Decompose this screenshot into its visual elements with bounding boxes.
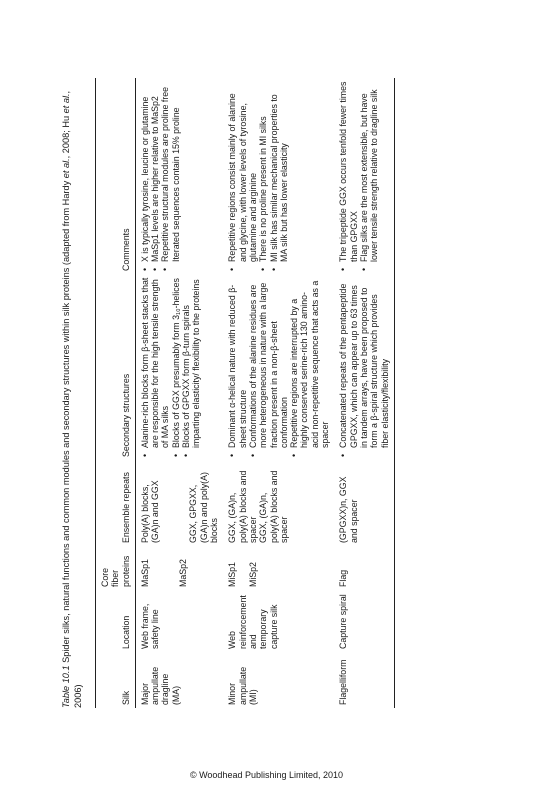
list-item: • MI silk has similar mechanical properties to MA silk but has lower elasticity bbox=[269, 81, 290, 271]
repeat-text: Poly(A) blocks, (GA)n and GGX bbox=[139, 480, 161, 543]
caption-text: Spider silks, natural functions and common modules and secondary structures within silk proteins (adapted from Hardy bbox=[61, 180, 71, 666]
col-header-repeats: Ensemble repeats bbox=[96, 460, 136, 546]
caption-etal-2: et al. bbox=[61, 93, 71, 114]
list-item: • Repetitive regions are interrupted by a highly conserved serine-rich 130 amino-acid non-repetitive sequence that acts as a spacer bbox=[289, 277, 330, 457]
table-row bbox=[135, 78, 223, 708]
col-header-location: Location bbox=[96, 590, 136, 652]
silk-table bbox=[95, 78, 395, 708]
list-item: • There is no proline present in MI silks bbox=[258, 81, 268, 271]
col-header-comments: Comments bbox=[96, 78, 136, 274]
cell-repeats bbox=[135, 460, 223, 546]
cell-comments bbox=[334, 78, 394, 274]
list-item: • Flag silks are the most extensible, but have lower tensile strength relative to dragline silk bbox=[359, 81, 380, 271]
list-item: • Repetitive regions consist mainly of alanine and glycine, with lower levels of tyrosine, glutamine and arginine bbox=[227, 81, 258, 271]
caption-text-end: , 2006) bbox=[61, 90, 83, 708]
list-item: • X is typically tyrosine, leucine or glutamine bbox=[140, 81, 150, 271]
table-row bbox=[334, 78, 394, 708]
cell-secondary bbox=[334, 274, 394, 460]
col-header-secondary: Secondary structures bbox=[96, 274, 136, 460]
cell-location: Capture spiral bbox=[334, 590, 394, 652]
cell-secondary bbox=[223, 274, 334, 460]
list-item: • Conformations of the alanine residues are more heterogeneous in nature with a large fraction present in a non-β-sheet conformation bbox=[248, 277, 289, 457]
list-item: • Repetitive structural modules are proline free Iterated sequences contain 15% proline bbox=[160, 81, 181, 271]
list-item: • Blocks of GGX presumably form 3₁₀-helices bbox=[171, 277, 181, 457]
cell-comments bbox=[135, 78, 223, 274]
cell-location: Web reinforcement and temporary capture silk bbox=[227, 595, 279, 649]
list-item: • MaSp1 levels are higher relative to MaSp2 bbox=[150, 81, 160, 271]
col-header-proteins: Core fiber proteins bbox=[96, 546, 136, 590]
cell-proteins bbox=[334, 546, 394, 590]
cell-silk: Flagelliform bbox=[334, 652, 394, 708]
cell-repeats bbox=[223, 460, 334, 546]
list-item: • The tripeptide GGX occurs tenfold fewer times than GPGXX bbox=[338, 81, 359, 271]
cell-location: Web frame, safety line bbox=[139, 603, 161, 649]
cell-silk: Major ampullate dragline (MA) bbox=[139, 666, 181, 705]
cell-proteins bbox=[135, 546, 223, 590]
protein-name: MiSp2 bbox=[247, 562, 258, 587]
list-item: • Dominant α-helical nature with reduced β-sheet structure bbox=[227, 277, 248, 457]
cell-silk: Minor ampullate (MI) bbox=[227, 666, 258, 705]
col-header-silk: Silk bbox=[96, 652, 136, 708]
table-row bbox=[223, 78, 334, 708]
protein-name: MaSp2 bbox=[178, 559, 189, 587]
table-caption bbox=[61, 78, 84, 708]
protein-name: MiSp1 bbox=[227, 562, 238, 587]
list-item: • Alanine-rich blocks form β-sheet stacks that are responsible for the high tensile strength of MA silks bbox=[140, 277, 171, 457]
cell-proteins bbox=[223, 546, 334, 590]
rotated-page bbox=[55, 72, 530, 712]
caption-label: Table 10.1 bbox=[61, 665, 71, 708]
cell-comments bbox=[223, 78, 334, 274]
repeat-text: GGX, (GA)n, poly(A) blocks and spacer bbox=[227, 470, 258, 543]
table-header-row bbox=[96, 78, 136, 708]
protein-name: Flag bbox=[338, 569, 349, 587]
list-item: • Concatenated repeats of the pentapeptide GPGXX, which can appear up to 63 times in tandem arrays, have been proposed to form a β-spiral structure which provides fiber elasticity/flexibility bbox=[338, 277, 389, 457]
caption-etal-1: et al. bbox=[61, 158, 71, 179]
cell-repeats bbox=[334, 460, 394, 546]
caption-text-mid: , 2008; Hu bbox=[61, 113, 71, 159]
repeat-text: GGX, GPGXX, (GA)n and poly(A) blocks bbox=[188, 472, 220, 543]
repeat-text: (GPGXX)n, GGX and spacer bbox=[338, 476, 359, 543]
protein-name: MaSp1 bbox=[139, 559, 150, 587]
repeat-text: GGX, (GA)n, poly(A) blocks and spacer bbox=[258, 470, 289, 543]
copyright-footer: © Woodhead Publishing Limited, 2010 bbox=[189, 770, 344, 780]
cell-secondary bbox=[135, 274, 223, 460]
list-item: • Blocks of GPGXX form β-turn spirals imparting elasticity/ flexibility to the proteins bbox=[181, 277, 202, 457]
